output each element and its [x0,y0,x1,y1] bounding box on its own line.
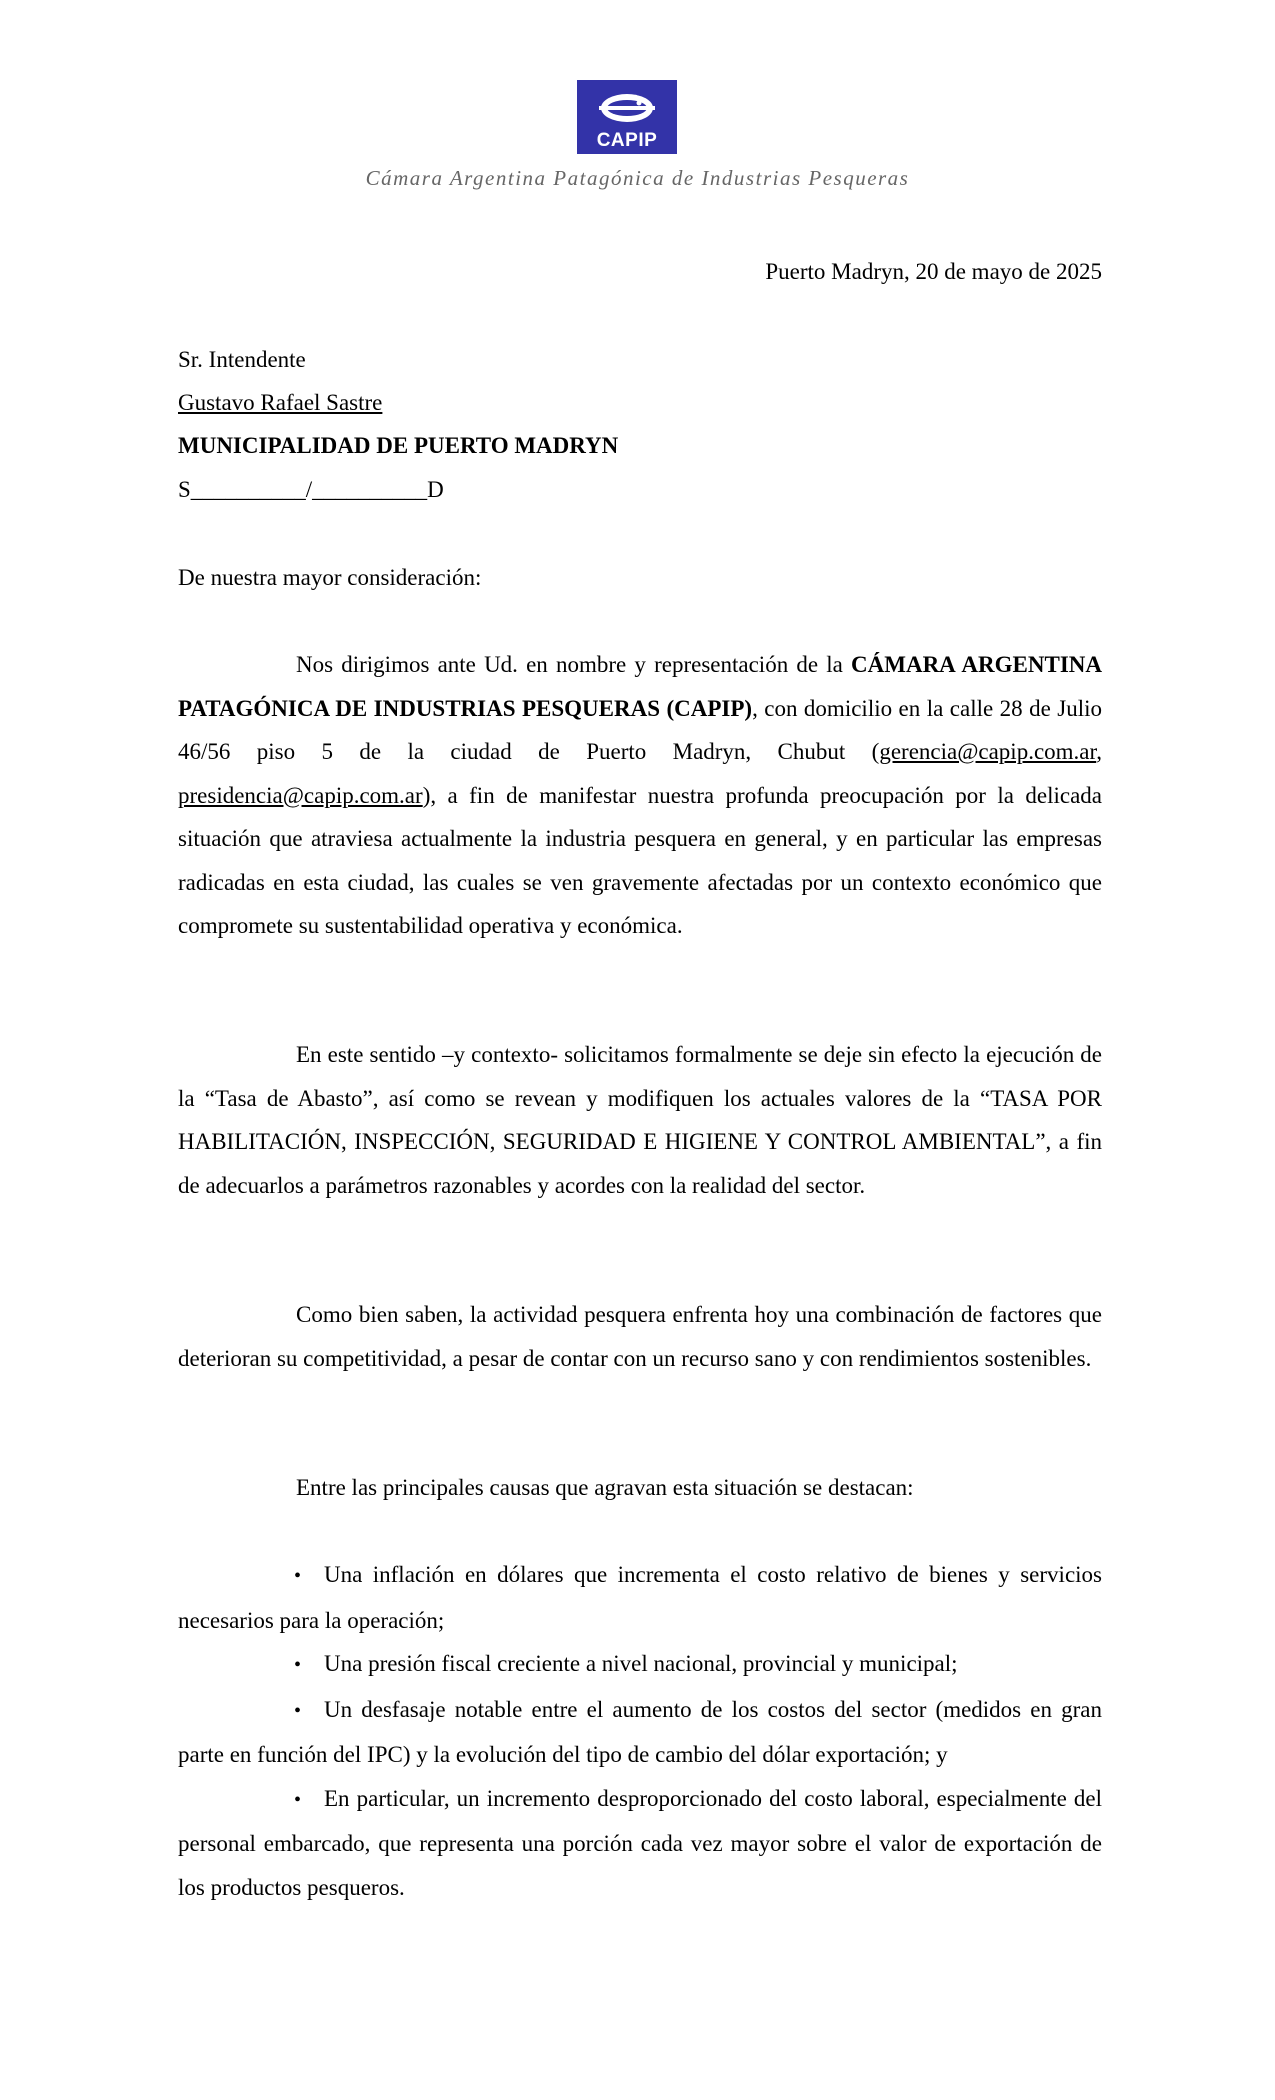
list-item [178,1688,1102,1777]
list-item [178,1777,1102,1910]
bullet-text: En particular, un incremento desproporcionado del costo laboral, especialmente del personal embarcado, que representa una porción cada vez mayor sobre el valor de exportación de los productos pesqueros. [178,1785,1102,1900]
bullet-icon: • [294,1699,302,1722]
bullet-icon: • [294,1654,302,1676]
salutation: De nuestra mayor consideración: [178,565,482,590]
p2-text: En este sentido –y contexto- solicitamos formalmente se deje sin efecto la ejecución de la “Tasa de Abasto”, así como se revean y modifiquen los actuales valores de la “TASA POR HABILITACIÓN, INSPECCIÓN, SEGURIDAD E HIGIENE Y CONTROL AMBIENTAL”, a fin de adecuarlos a parámetros razonables y acordes con la realidad del sector. [178,1042,1102,1198]
bullet-icon: • [294,1788,302,1811]
bullet-text: Un desfasaje notable entre el aumento de los costos del sector (medidos en gran parte en función del IPC) y la evolución del tipo de cambio del dólar exportación; y [178,1696,1102,1767]
recipient-title: Sr. Intendente [178,347,306,372]
logo-text: CAPIP [596,130,658,151]
bullet-text: Una presión fiscal creciente a nivel nacional, provincial y municipal; [324,1651,958,1676]
paragraph-3 [178,1293,1102,1380]
p3-text: Como bien saben, la actividad pesquera enfrenta hoy una combinación de factores que deterioran su competitividad, a pesar de contar con un recurso sano y con rendimientos sostenibles. [178,1302,1102,1371]
sd-line: S__________/__________D [178,477,444,502]
email-presidencia-link[interactable]: presidencia@capip.com.ar [178,782,423,808]
paragraph-2 [178,1033,1102,1207]
p1-tail: ), a fin de manifestar nuestra profunda preocupación por la delicada situación que atraviesa actualmente la industria pesquera en general, y en particular las empresas radicadas en esta ciudad, las cuales se ven gravemente afectadas por un contexto económico que compromete su sustentabilidad operativa y económica. [178,782,1102,938]
list-item [178,1642,1102,1688]
bullet-icon: • [294,1565,302,1587]
p1-address: , con domicilio en la calle 28 de Julio 46/56 piso 5 de la ciudad de Puerto Madryn, Chubut ( [178,695,1102,764]
paragraph-1 [178,643,1102,948]
email-gerencia-link[interactable]: gerencia@capip.com.ar [879,739,1097,764]
paragraph-4 [178,1466,1102,1510]
list-item [178,1553,1102,1642]
email-separator: , [1096,739,1102,764]
p4-text: Entre las principales causas que agravan esta situación se destacan: [296,1475,914,1500]
capip-logo [577,80,677,154]
bullet-text: Una inflación en dólares que incrementa el costo relativo de bienes y servicios necesarios para la operación; [178,1562,1102,1633]
letterhead-tagline: Cámara Argentina Patagónica de Industrias Pesqueras [365,166,910,190]
recipient-name: Gustavo Rafael Sastre [178,390,383,415]
recipient-institution: MUNICIPALIDAD DE PUERTO MADRYN [178,433,619,458]
date-line: Puerto Madryn, 20 de mayo de 2025 [765,259,1102,284]
causes-list [178,1553,1102,1909]
org-name: CÁMARA ARGENTINA PATAGÓNICA DE INDUSTRIAS PESQUERAS (CAPIP) [178,652,1102,721]
p1-lead: Nos dirigimos ante Ud. en nombre y representación de la [296,652,852,677]
